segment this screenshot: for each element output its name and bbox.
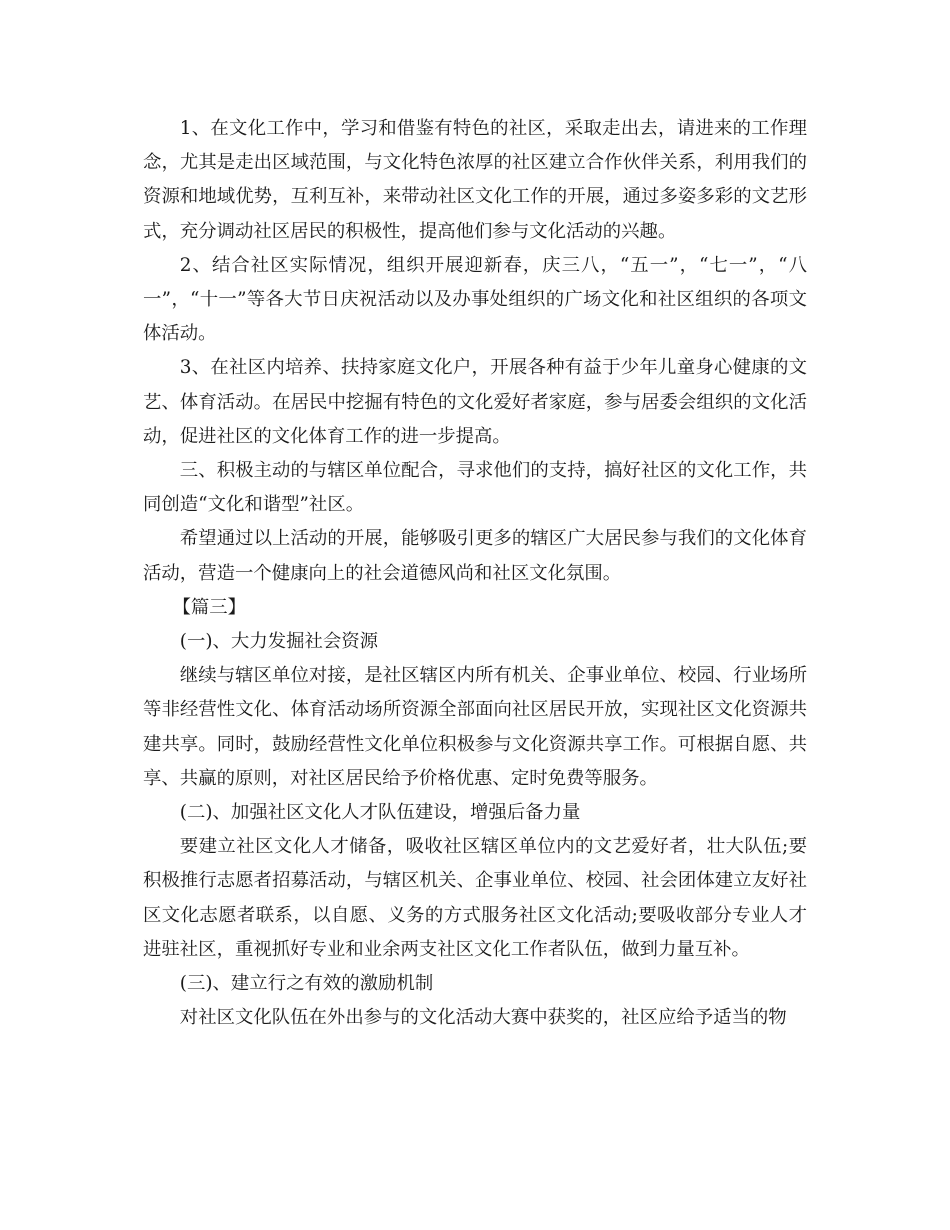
paragraph-conclusion: 希望通过以上活动的开展，能够吸引更多的辖区广大居民参与我们的文化体育活动，营造一个健康向上的社会道德风尚和社区文化氛围。 (143, 528, 807, 584)
subheading-talent: (二)、加强社区文化人才队伍建设，增强后备力量 (179, 802, 581, 824)
paragraph-talent: 要建立社区文化人才储备，吸收社区辖区单位内的文艺爱好者，壮大队伍;要积极推行志愿者招募活动，与辖区机关、企事业单位、校园、社会团体建立友好社区文化志愿者联系，以自愿、义务的方式服务社区文化活动;要吸收部分专业人才进驻社区，重视抓好专业和业余两支社区文化工作者队伍，做到力量互补。 (143, 836, 807, 960)
subheading-resources: (一)、大力发掘社会资源 (179, 631, 379, 653)
paragraph-section-three: 三、积极主动的与辖区单位配合，寻求他们的支持，搞好社区的文化工作，共同创造“文化和谐型”社区。 (143, 460, 807, 516)
section-heading-part-three: 【篇三】 (172, 596, 247, 618)
paragraph-incentive: 对社区文化队伍在外出参与的文化活动大赛中获奖的，社区应给予适当的物 (179, 1007, 787, 1029)
subheading-incentive: (三)、建立行之有效的激励机制 (179, 973, 434, 995)
paragraph-item-1: 1、在文化工作中，学习和借鉴有特色的社区，采取走出去，请进来的工作理念，尤其是走出区域范围，与文化特色浓厚的社区建立合作伙伴关系，利用我们的资源和地域优势，互利互补，来带动社区文化工作的开展，通过多姿多彩的文艺形式，充分调动社区居民的积极性，提高他们参与文化活动的兴趣。 (143, 118, 807, 242)
document-body (143, 112, 807, 1035)
paragraph-item-3: 3、在社区内培养、扶持家庭文化户，开展各种有益于少年儿童身心健康的文艺、体育活动。在居民中挖掘有特色的文化爱好者家庭，参与居委会组织的文化活动，促进社区的文化体育工作的进一步提高。 (143, 357, 807, 447)
paragraph-resources: 继续与辖区单位对接，是社区辖区内所有机关、企事业单位、校园、行业场所等非经营性文化、体育活动场所资源全部面向社区居民开放，实现社区文化资源共建共享。同时，鼓励经营性文化单位积极参与文化资源共享工作。可根据自愿、共享、共赢的原则，对社区居民给予价格优惠、定时免费等服务。 (143, 665, 807, 789)
paragraph-item-2: 2、结合社区实际情况，组织开展迎新春，庆三八，“五一”，“七一”，“八一”，“十一”等各大节日庆祝活动以及办事处组织的广场文化和社区组织的各项文体活动。 (143, 254, 807, 345)
